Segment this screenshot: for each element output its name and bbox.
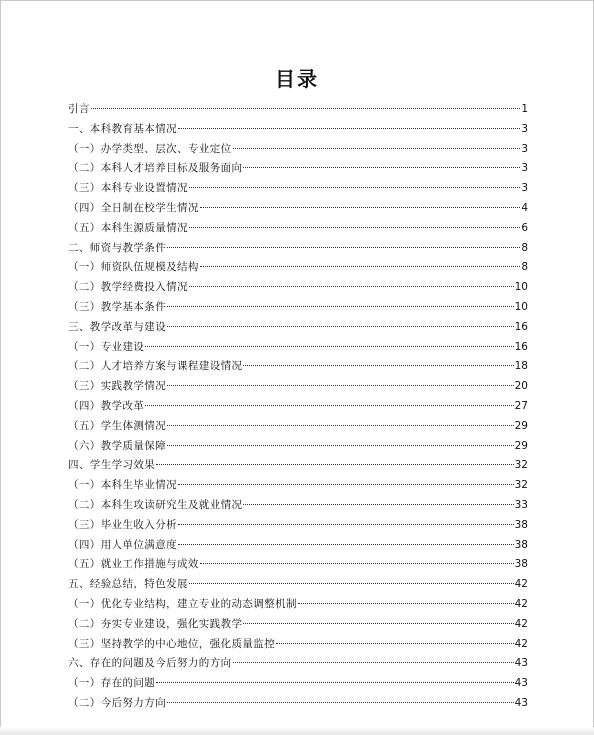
toc-entry[interactable] — [68, 140, 528, 160]
toc-entry-page-number: 3 — [521, 182, 528, 195]
toc-entry-label: （五）学生体测情况 — [68, 419, 167, 432]
dot-leader — [233, 662, 514, 663]
toc-entry[interactable] — [68, 674, 528, 694]
table-of-contents — [68, 100, 528, 714]
toc-entry-label: （二）夯实专业建设，强化实践教学 — [68, 617, 243, 630]
toc-entry[interactable] — [68, 377, 528, 397]
toc-entry-label: 引言 — [68, 103, 90, 115]
toc-entry[interactable] — [68, 615, 528, 635]
dot-leader — [167, 306, 514, 307]
dot-leader — [200, 207, 521, 208]
toc-entry-page-number: 33 — [514, 498, 528, 511]
toc-entry[interactable] — [68, 555, 528, 575]
toc-entry-label: （一）专业建设 — [68, 340, 145, 353]
dot-leader — [243, 623, 513, 624]
toc-entry-label: （一）师资队伍规模及结构 — [68, 261, 199, 274]
toc-entry[interactable] — [68, 219, 528, 239]
toc-entry-label: （五）就业工作措施与成效 — [68, 558, 199, 571]
toc-entry-label: 五、经验总结，特色发展 — [68, 578, 188, 591]
toc-entry[interactable] — [68, 595, 528, 615]
toc-entry-page-number: 3 — [521, 122, 528, 135]
toc-entry-page-number: 42 — [514, 637, 528, 650]
dot-leader — [145, 346, 513, 347]
toc-entry-label: （五）本科生源质量情况 — [68, 221, 188, 234]
toc-entry-label: （一）办学类型、层次、专业定位 — [68, 142, 232, 155]
toc-entry-page-number: 38 — [514, 558, 528, 571]
toc-entry-label: （二）本科生攻读研究生及就业情况 — [68, 498, 243, 511]
toc-entry-label: （一）存在的问题 — [68, 677, 156, 690]
toc-entry[interactable] — [68, 159, 528, 179]
dot-leader — [178, 544, 514, 545]
toc-entry-page-number: 38 — [514, 518, 528, 531]
dot-leader — [189, 583, 514, 584]
dot-leader — [145, 405, 513, 406]
toc-entry-page-number: 3 — [521, 142, 528, 155]
toc-entry[interactable] — [68, 338, 528, 358]
toc-entry[interactable] — [68, 100, 528, 120]
toc-entry-label: 三、教学改革与建设 — [68, 320, 167, 333]
toc-entry-label: （四）教学改革 — [68, 399, 145, 412]
toc-entry[interactable] — [68, 476, 528, 496]
dot-leader — [167, 385, 514, 386]
dot-leader — [167, 425, 514, 426]
toc-entry-label: （六）教学质量保障 — [68, 439, 167, 452]
toc-entry-page-number: 27 — [514, 399, 528, 412]
toc-entry-label: （一）本科生毕业情况 — [68, 479, 177, 492]
toc-entry-page-number: 20 — [514, 380, 528, 393]
toc-entry[interactable] — [68, 456, 528, 476]
toc-entry-page-number: 29 — [514, 419, 528, 432]
toc-entry[interactable] — [68, 694, 528, 714]
toc-entry[interactable] — [68, 357, 528, 377]
toc-entry[interactable] — [68, 536, 528, 556]
toc-entry-label: 四、学生学习效果 — [68, 459, 156, 472]
toc-entry-label: （四）用人单位满意度 — [68, 538, 177, 551]
toc-entry-page-number: 38 — [514, 538, 528, 551]
toc-entry-page-number: 18 — [514, 360, 528, 373]
toc-entry-page-number: 43 — [514, 696, 528, 709]
toc-entry[interactable] — [68, 318, 528, 338]
dot-leader — [178, 524, 514, 525]
toc-entry-page-number: 42 — [514, 617, 528, 630]
dot-leader — [189, 286, 514, 287]
toc-entry[interactable] — [68, 635, 528, 655]
toc-entry[interactable] — [68, 239, 528, 259]
toc-entry-page-number: 16 — [514, 340, 528, 353]
page-title: 目录 — [275, 67, 319, 92]
toc-entry[interactable] — [68, 516, 528, 536]
toc-entry[interactable] — [68, 199, 528, 219]
toc-entry-label: （二）教学经费投入情况 — [68, 281, 188, 294]
toc-entry-label: （三）实践教学情况 — [68, 380, 167, 393]
toc-entry-page-number: 42 — [514, 578, 528, 591]
toc-entry-label: 二、师资与教学条件 — [68, 241, 167, 254]
toc-entry-label: （四）全日制在校学生情况 — [68, 201, 199, 214]
dot-leader — [189, 187, 520, 188]
dot-leader — [178, 128, 520, 129]
toc-entry-page-number: 1 — [521, 103, 528, 115]
toc-entry-page-number: 6 — [521, 221, 528, 234]
toc-entry-label: （二）今后努力方向 — [68, 696, 167, 709]
toc-entry-label: （三）坚持教学的中心地位，强化质量监控 — [68, 637, 276, 650]
toc-entry-page-number: 43 — [514, 677, 528, 690]
toc-entry-label: （二）本科人才培养目标及服务面向 — [68, 162, 243, 175]
toc-entry[interactable] — [68, 120, 528, 140]
toc-entry-page-number: 32 — [514, 479, 528, 492]
toc-entry[interactable] — [68, 437, 528, 457]
dot-leader — [156, 464, 513, 465]
toc-entry[interactable] — [68, 298, 528, 318]
dot-leader — [167, 247, 520, 248]
dot-leader — [243, 365, 513, 366]
toc-entry[interactable] — [68, 258, 528, 278]
toc-entry-page-number: 10 — [514, 281, 528, 294]
dot-leader — [189, 227, 520, 228]
dot-leader — [167, 702, 514, 703]
dot-leader — [298, 603, 514, 604]
toc-entry-page-number: 29 — [514, 439, 528, 452]
toc-entry-label: 六、存在的问题及今后努力的方向 — [68, 657, 232, 670]
toc-entry-page-number: 42 — [514, 597, 528, 610]
toc-entry-page-number: 4 — [521, 201, 528, 214]
toc-entry[interactable] — [68, 654, 528, 674]
toc-entry-label: （二）人才培养方案与课程建设情况 — [68, 360, 243, 373]
toc-entry[interactable] — [68, 496, 528, 516]
dot-leader — [156, 682, 513, 683]
toc-entry-label: 一、本科教育基本情况 — [68, 122, 177, 135]
toc-entry-page-number: 3 — [521, 162, 528, 175]
dot-leader — [243, 504, 513, 505]
dot-leader — [233, 148, 521, 149]
dot-leader — [91, 108, 521, 109]
toc-entry[interactable] — [68, 278, 528, 298]
dot-leader — [200, 563, 514, 564]
toc-entry-page-number: 8 — [521, 261, 528, 274]
toc-entry-page-number: 16 — [514, 320, 528, 333]
toc-entry[interactable] — [68, 575, 528, 595]
toc-entry[interactable] — [68, 397, 528, 417]
toc-entry-label: （三）毕业生收入分析 — [68, 518, 177, 531]
toc-entry-page-number: 8 — [521, 241, 528, 254]
toc-entry-page-number: 43 — [514, 657, 528, 670]
dot-leader — [178, 484, 514, 485]
toc-entry-page-number: 32 — [514, 459, 528, 472]
toc-entry[interactable] — [68, 417, 528, 437]
toc-entry[interactable] — [68, 179, 528, 199]
dot-leader — [243, 167, 520, 168]
toc-entry-page-number: 10 — [514, 300, 528, 313]
dot-leader — [167, 445, 514, 446]
dot-leader — [200, 266, 521, 267]
toc-entry-label: （一）优化专业结构，建立专业的动态调整机制 — [68, 597, 297, 610]
toc-entry-label: （三）本科专业设置情况 — [68, 182, 188, 195]
page-bottom-shadow — [0, 727, 594, 735]
toc-entry-label: （三）教学基本条件 — [68, 300, 167, 313]
dot-leader — [167, 326, 514, 327]
dot-leader — [276, 643, 514, 644]
